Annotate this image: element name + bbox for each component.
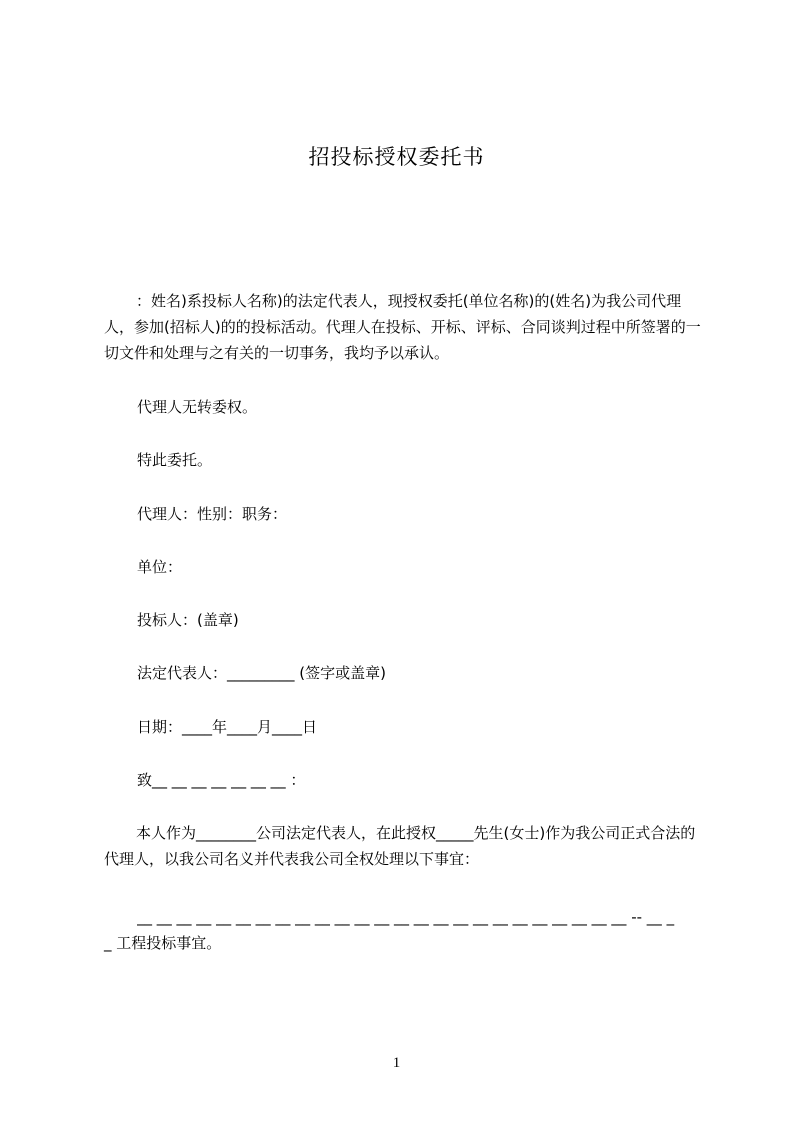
no-transfer-text: 代理人无转委权。 <box>137 398 258 416</box>
agent-info-line: 代理人：性别：职务： <box>137 505 288 523</box>
authorization-paragraph: ：姓名)系投标人名称)的法定代表人，现授权委托(单位名称)的(姓名)为我公司代理人，参加(招标人)的的投标活动。代理人在投标、开标、评标、合同谈判过程中所签署的一切文件和处理与之有关的一切事务，我均予以承认。 <box>104 292 701 362</box>
page-number: 1 <box>392 1055 401 1071</box>
delegation-paragraph: 本人作为________公司法定代表人，在此授权_____先生(女士)作为我公司正式合法的代理人，以我公司名义并代表我公司全权处理以下事宜： <box>104 824 696 868</box>
legal-representative-line: 法定代表人：_________ (签字或盖章) <box>137 664 386 682</box>
project-blank-line-end: _ 工程投标事宜。 <box>104 934 222 952</box>
document-title: 招投标授权委托书 <box>308 145 485 169</box>
unit-line: 单位： <box>137 558 183 576</box>
date-line: 日期：____年____月____日 <box>137 718 318 736</box>
hereby-text: 特此委托。 <box>137 451 213 469</box>
addressee-line: 致__ __ __ __ __ __ __ ： <box>137 771 306 789</box>
project-blank-line: __ __ __ __ __ __ __ __ __ __ __ __ __ __ __ __ __ __ __ __ __ __ __ __ __ -- __ _ <box>137 908 675 926</box>
bidder-line: 投标人：(盖章) <box>137 611 239 629</box>
